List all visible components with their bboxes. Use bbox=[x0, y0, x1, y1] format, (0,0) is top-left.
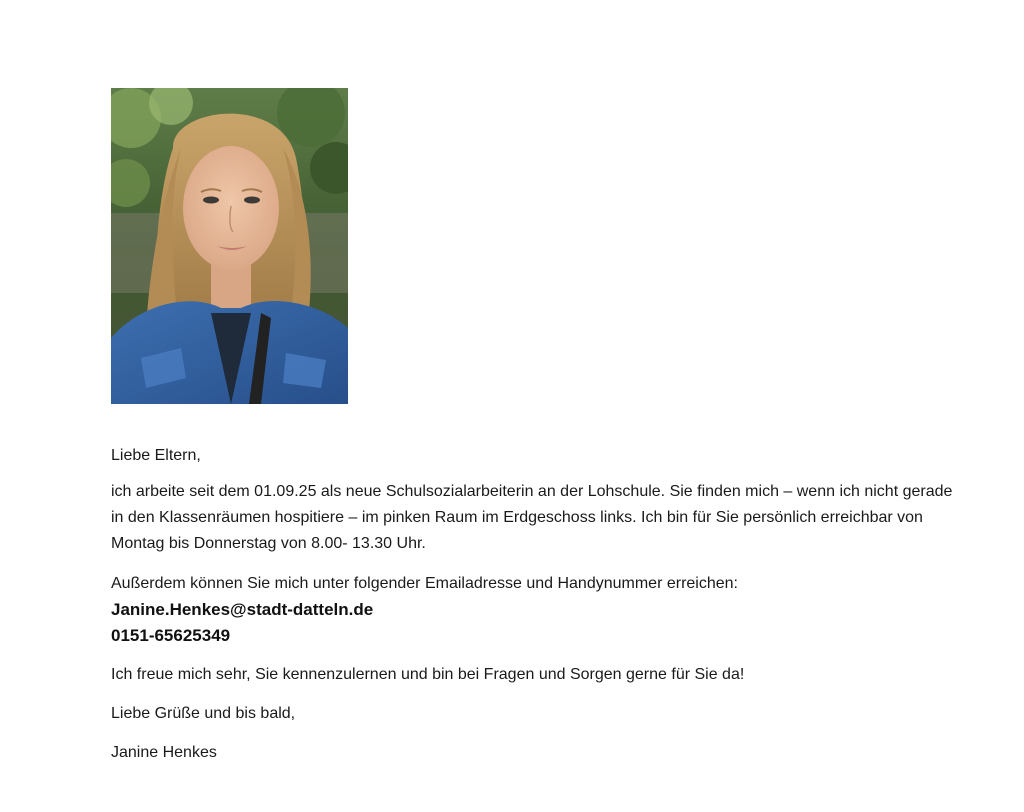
phone-number: 0151-65625349 bbox=[111, 626, 231, 645]
email-address: Janine.Henkes@stadt-datteln.de bbox=[111, 600, 374, 619]
greeting: Liebe Eltern, bbox=[111, 447, 201, 464]
closing-salutation: Liebe Grüße und bis bald, bbox=[111, 705, 296, 722]
paragraph-closing-remark: Ich freue mich sehr, Sie kennenzulernen und bin bei Fragen und Sorgen gerne für Sie da! bbox=[111, 666, 745, 683]
signature: Janine Henkes bbox=[111, 744, 217, 761]
letter-body bbox=[111, 443, 961, 766]
paragraph-contact-intro: Außerdem können Sie mich unter folgender Emailadresse und Handynummer erreichen: bbox=[111, 575, 738, 592]
portrait-photo bbox=[111, 88, 348, 404]
portrait-image bbox=[111, 88, 348, 404]
paragraph-intro: ich arbeite seit dem 01.09.25 als neue Schulsozialarbeiterin an der Lohschule. Sie finden mich – wenn ich nicht gerade in den Klassenräumen hospitiere – im pinken Raum im Erdgeschoss links. Ich bin für Sie persönlich erreichbar von Montag bis Donnerstag von 8.00- 13.30 Uhr. bbox=[111, 483, 953, 552]
